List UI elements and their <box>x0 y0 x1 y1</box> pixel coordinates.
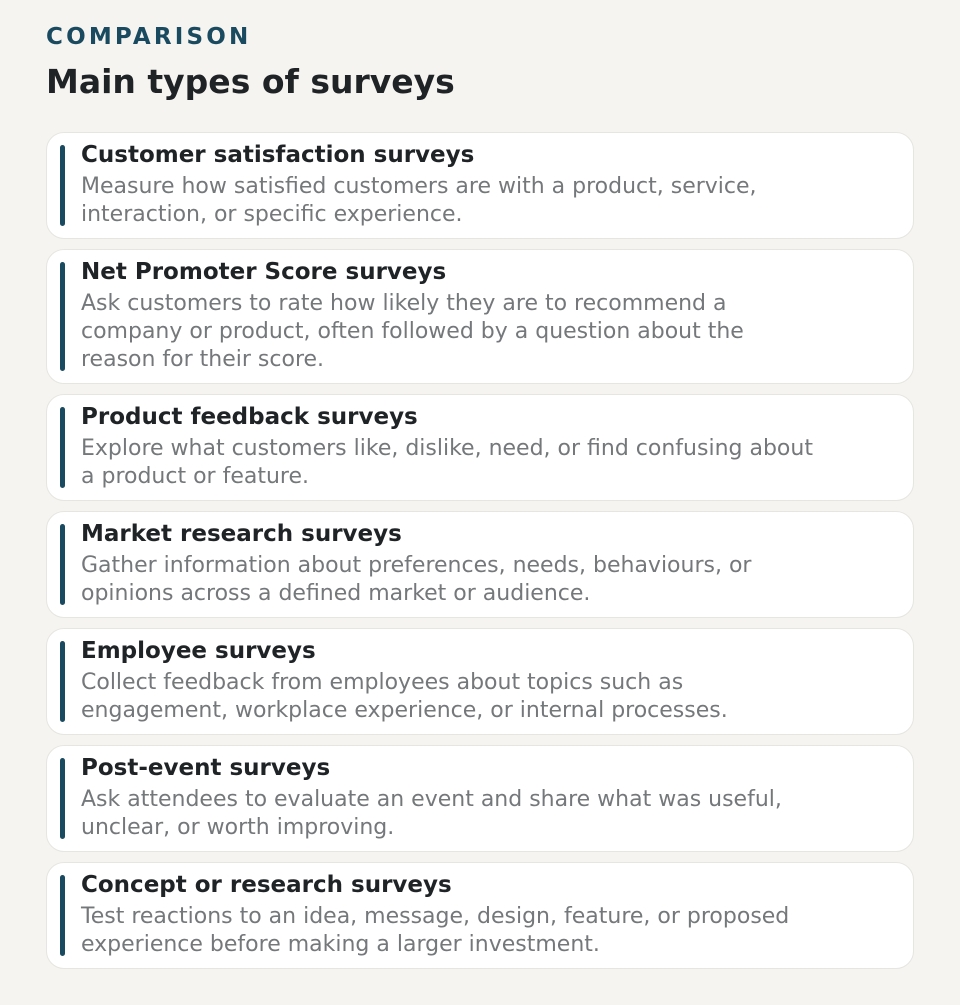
card-accent-bar <box>60 758 65 839</box>
card-description: Gather information about preferences, needs, behaviours, or opinions across a defined market or audience. <box>81 553 752 606</box>
card-title: Customer satisfaction surveys <box>81 142 475 168</box>
survey-type-card <box>46 628 914 735</box>
survey-type-card <box>46 249 914 384</box>
survey-type-card <box>46 862 914 969</box>
card-description: Explore what customers like, dislike, need, or find confusing about a product or feature. <box>81 436 813 489</box>
card-title: Employee surveys <box>81 638 316 664</box>
survey-type-card <box>46 745 914 852</box>
card-title: Post-event surveys <box>81 755 331 781</box>
eyebrow-label: COMPARISON <box>46 24 252 50</box>
card-title: Market research surveys <box>81 521 402 547</box>
survey-type-card <box>46 394 914 501</box>
card-title: Net Promoter Score surveys <box>81 259 447 285</box>
card-accent-bar <box>60 524 65 605</box>
page-title: Main types of surveys <box>46 62 455 101</box>
card-title: Concept or research surveys <box>81 872 452 898</box>
card-description: Ask attendees to evaluate an event and share what was useful, unclear, or worth improving. <box>81 787 782 840</box>
survey-type-card <box>46 511 914 618</box>
card-accent-bar <box>60 262 65 371</box>
card-description: Collect feedback from employees about topics such as engagement, workplace experience, or internal processes. <box>81 670 728 723</box>
page <box>46 0 914 979</box>
card-accent-bar <box>60 641 65 722</box>
card-description: Measure how satisfied customers are with a product, service, interaction, or specific experience. <box>81 174 757 227</box>
card-description: Ask customers to rate how likely they are to recommend a company or product, often followed by a question about the reason for their score. <box>81 291 744 372</box>
survey-type-list <box>46 132 914 969</box>
survey-type-card <box>46 132 914 239</box>
card-title: Product feedback surveys <box>81 404 418 430</box>
card-description: Test reactions to an idea, message, design, feature, or proposed experience before making a larger investment. <box>81 904 790 957</box>
card-accent-bar <box>60 145 65 226</box>
card-accent-bar <box>60 875 65 956</box>
card-accent-bar <box>60 407 65 488</box>
